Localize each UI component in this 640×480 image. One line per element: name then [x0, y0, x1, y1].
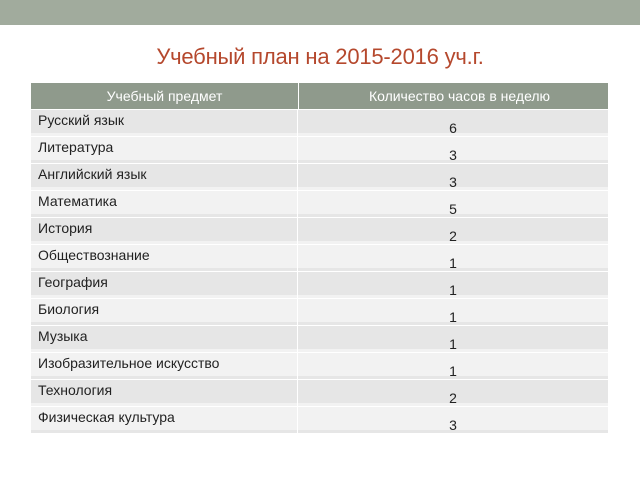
hours-cell: 1 — [449, 282, 457, 298]
table-row — [31, 380, 608, 407]
table-row — [31, 272, 608, 299]
subject-cell: История — [31, 218, 298, 244]
table-body — [31, 110, 608, 434]
curriculum-table — [31, 83, 608, 434]
table-row — [31, 164, 608, 191]
subject-cell: Русский язык — [31, 110, 298, 136]
header-hours: Количество часов в неделю — [368, 88, 551, 104]
subject-cell: Английский язык — [31, 164, 298, 190]
table-row — [31, 326, 608, 353]
hours-cell: 1 — [449, 363, 457, 379]
hours-cell: 5 — [449, 201, 457, 217]
table-row — [31, 191, 608, 218]
hours-cell: 1 — [449, 309, 457, 325]
subject-cell: Литература — [31, 137, 298, 163]
subject-cell: Обществознание — [31, 245, 298, 271]
hours-cell: 3 — [449, 147, 457, 163]
hours-cell: 2 — [449, 390, 457, 406]
subject-cell: Физическая культура — [31, 407, 298, 433]
slide-title: Учебный план на 2015-2016 уч.г. — [156, 44, 484, 69]
hours-cell: 3 — [449, 174, 457, 190]
table-row — [31, 137, 608, 164]
header-subject: Учебный предмет — [31, 83, 299, 109]
hours-cell: 1 — [449, 255, 457, 271]
table-row — [31, 353, 608, 380]
table-row — [31, 407, 608, 434]
hours-cell: 2 — [449, 228, 457, 244]
hours-cell: 1 — [449, 336, 457, 352]
top-decorative-bar — [0, 0, 640, 25]
subject-cell: Изобразительное искусство — [31, 353, 298, 379]
table-row — [31, 245, 608, 272]
table-row — [31, 110, 608, 137]
hours-cell: 6 — [449, 120, 457, 136]
table-header — [31, 83, 608, 110]
table-row — [31, 299, 608, 326]
subject-cell: Музыка — [31, 326, 298, 352]
subject-cell: Математика — [31, 191, 298, 217]
subject-cell: Технология — [31, 380, 298, 406]
subject-cell: Биология — [31, 299, 298, 325]
subject-cell: География — [31, 272, 298, 298]
hours-cell: 3 — [449, 417, 457, 433]
table-row — [31, 218, 608, 245]
